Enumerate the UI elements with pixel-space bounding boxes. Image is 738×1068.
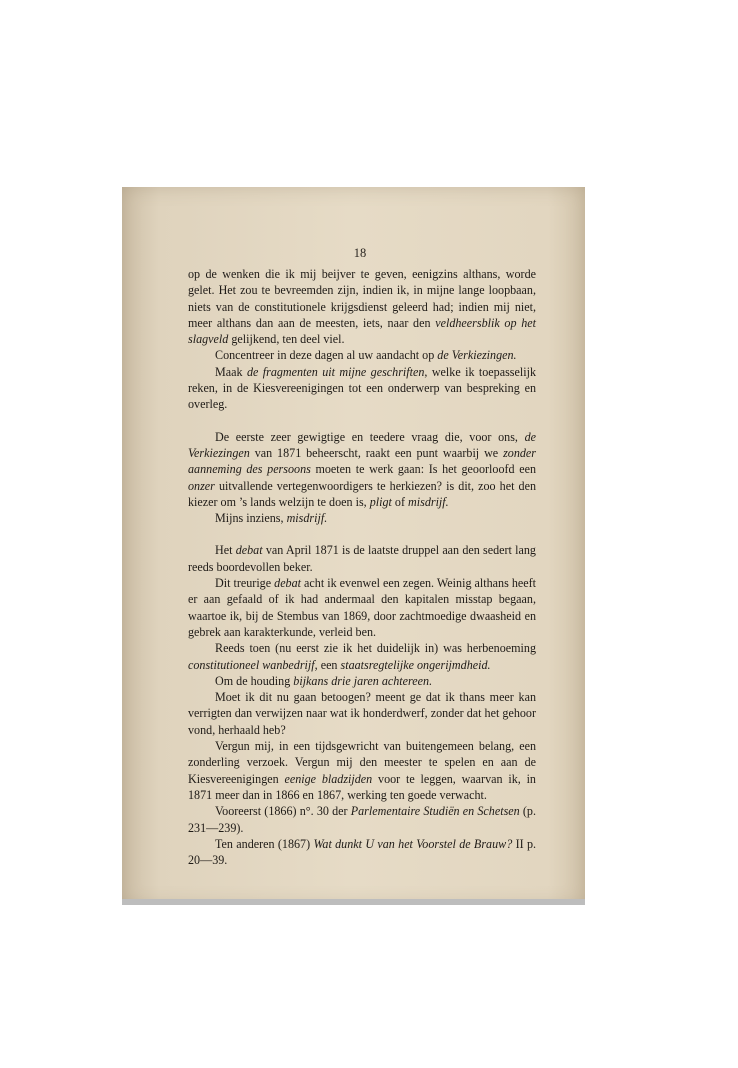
text-run: Maak xyxy=(215,364,247,379)
text-run: of xyxy=(391,494,409,509)
paragraph xyxy=(188,575,536,640)
paragraph xyxy=(188,738,536,803)
text-run: Mijns inziens, xyxy=(215,511,287,526)
italic-text: Parlementaire Studiën en Schetsen xyxy=(350,804,520,819)
italic-text: de Verkiezingen. xyxy=(437,348,517,363)
text-run: , welke ik toepasselijk reken, in de Kiesvereenigingen tot een onderwerp van bespreking en overleg. xyxy=(188,364,536,412)
paragraph xyxy=(188,542,536,575)
paragraph xyxy=(188,640,536,673)
text-run: Concentreer in deze dagen al uw aandacht op xyxy=(215,348,438,363)
text-run: (p. 231—239). xyxy=(188,804,536,835)
text-run: Om de houding xyxy=(215,673,294,688)
italic-text: eenige bladzijden xyxy=(284,771,373,786)
text-run: Dit treurige xyxy=(215,576,275,591)
italic-text: onzer xyxy=(188,478,215,493)
text-run: Reeds toen (nu eerst zie ik het duidelijk in) was herbenoeming xyxy=(215,641,536,656)
scan-edge xyxy=(122,899,585,905)
paragraph xyxy=(188,673,536,689)
text-run: van April 1871 is de laatste druppel aan den sedert lang reeds boordevollen beker. xyxy=(188,543,536,574)
italic-text: staatsregtelijke ongerijmdheid. xyxy=(340,657,491,672)
text-run: De eerste zeer gewigtige en teedere vraag die, voor ons, xyxy=(215,429,525,444)
italic-text: veldheersblik op het slagveld xyxy=(188,315,536,347)
italic-text: misdrijf. xyxy=(286,511,328,526)
italic-text: constitutioneel wanbedrijf, xyxy=(188,657,318,672)
text-run: Moet ik dit nu gaan betoogen? meent ge dat ik thans meer kan verrigten dan verwijzen naar wat ik honderdwerf, zonder dat het gehoor vond, herhaald heb? xyxy=(188,690,536,737)
text-run: een xyxy=(317,657,341,672)
paragraph-gap xyxy=(188,526,536,542)
italic-text: pligt xyxy=(369,494,392,509)
italic-text: bijkans drie jaren achtereen. xyxy=(293,673,433,688)
paragraph xyxy=(188,364,536,413)
paragraph-gap xyxy=(188,413,536,429)
text-run: Het xyxy=(215,543,236,558)
text-run: Vooreerst (1866) n°. 30 der xyxy=(215,804,351,819)
paragraph xyxy=(188,510,536,526)
text-run: op de wenken die ik mij beijver te geven, eenigzins althans, worde gelet. Het zou te bevreemden zijn, indien ik, in mijne lange loopbaan, niets van de constitutionele krijgsdienst geleerd had; indien mij niet, meer althans dan aan de meesten, iets, naar den xyxy=(188,267,536,330)
italic-text: debat xyxy=(235,543,263,558)
italic-text: Wat dunkt U van het Voorstel de Brauw? xyxy=(313,836,513,851)
text-run: van 1871 beheerscht, raakt een punt waarbij we xyxy=(249,445,504,460)
italic-text: debat xyxy=(274,576,302,591)
body-text xyxy=(188,266,536,868)
italic-text: zonder aanneming des persoons xyxy=(188,445,536,477)
paragraph xyxy=(188,689,536,738)
paragraph xyxy=(188,266,536,347)
paragraph xyxy=(188,803,536,836)
paragraph xyxy=(188,836,536,869)
text-run: II p. 20—39. xyxy=(188,836,537,868)
italic-text: de Verkiezingen xyxy=(188,429,536,460)
page-number: 18 xyxy=(353,246,367,260)
text-run: Ten anderen (1867) xyxy=(215,836,314,851)
paragraph xyxy=(188,347,536,363)
text-run: voor te leggen, waarvan ik, in 1871 meer dan in 1866 en 1867, werking ten goede verwacht. xyxy=(188,771,536,802)
text-run: Vergun mij, in een tijdsgewricht van buitengemeen belang, een zonderling verzoek. Vergun mij den meester te spelen en aan de Kiesvereenigingen xyxy=(188,739,536,786)
text-run: gelijkend, ten deel viel. xyxy=(228,332,345,347)
italic-text: misdrijf. xyxy=(408,494,449,509)
text-run: moeten te werk gaan: Is het geoorloofd een xyxy=(310,462,536,477)
italic-text: de fragmenten uit mijne geschriften xyxy=(246,364,425,379)
text-run: acht ik evenwel een zegen. Weinig althans heeft er aan gefaald of ik had andermaal den kapitalen misstap begaan, waartoe ik, bij de Stembus van 1869, door zachtmoedige dwaasheid en gebrek aan karakterkunde, verleid ben. xyxy=(188,576,536,639)
paragraph xyxy=(188,429,536,510)
text-run: uitvallende vertegenwoordigers te herkiezen? is dit, zoo het den kiezer om ’s lands welzijn te doen is, xyxy=(188,478,536,509)
